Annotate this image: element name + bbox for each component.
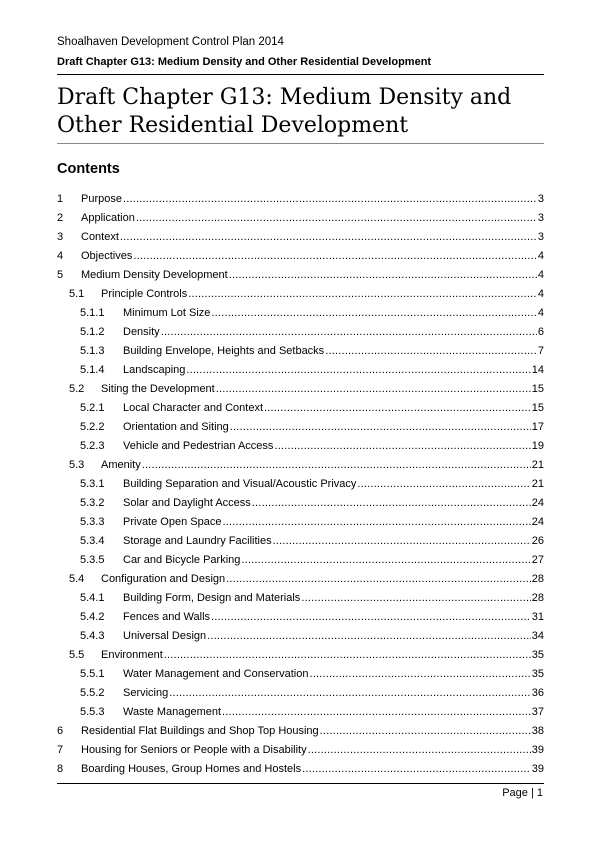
toc-entry[interactable] <box>57 190 544 209</box>
toc-entry-number: 5.4.3 <box>80 630 105 642</box>
toc-entry-number: 1 <box>57 193 64 205</box>
toc-entry-label: Medium Density Development <box>81 269 228 281</box>
toc-entry-page: 27 <box>531 554 544 566</box>
toc-entry-page: 28 <box>531 573 544 585</box>
toc-entry-page: 37 <box>531 706 544 718</box>
toc-entry-page: 3 <box>537 231 544 243</box>
toc-dot-leader <box>274 437 530 456</box>
toc-entry[interactable] <box>57 551 544 570</box>
toc-dot-leader <box>273 532 531 551</box>
toc-entry-page: 4 <box>537 269 544 281</box>
toc-entry-number: 7 <box>57 744 64 756</box>
toc-dot-leader <box>229 266 537 285</box>
toc-entry-label: Context <box>81 231 119 243</box>
running-header <box>57 35 544 69</box>
toc-entry[interactable] <box>57 513 544 532</box>
toc-entry[interactable] <box>57 285 544 304</box>
toc-entry-page: 35 <box>531 668 544 680</box>
toc-entry-label: Principle Controls <box>101 288 188 300</box>
toc-dot-leader <box>301 589 530 608</box>
toc-entry-label: Siting the Development <box>101 383 215 395</box>
toc-entry-label: Vehicle and Pedestrian Access <box>123 440 274 452</box>
toc-dot-leader <box>222 703 531 722</box>
toc-dot-leader <box>357 475 530 494</box>
toc-entry[interactable] <box>57 627 544 646</box>
toc-dot-leader <box>252 494 531 513</box>
toc-entry[interactable] <box>57 646 544 665</box>
table-of-contents <box>57 190 544 779</box>
toc-entry-number: 2 <box>57 212 64 224</box>
toc-dot-leader <box>320 722 531 741</box>
toc-entry-page: 24 <box>531 516 544 528</box>
toc-entry[interactable] <box>57 342 544 361</box>
toc-entry-number: 5.3.2 <box>80 497 105 509</box>
toc-entry[interactable] <box>57 456 544 475</box>
toc-entry-number: 5.3.5 <box>80 554 105 566</box>
toc-entry-page: 28 <box>531 592 544 604</box>
toc-entry-label: Solar and Daylight Access <box>123 497 251 509</box>
header-rule <box>57 74 544 75</box>
page-number: Page | 1 <box>502 787 543 799</box>
toc-entry[interactable] <box>57 399 544 418</box>
toc-entry-label: Car and Bicycle Parking <box>123 554 241 566</box>
toc-entry-label: Application <box>81 212 135 224</box>
toc-entry[interactable] <box>57 532 544 551</box>
toc-entry-page: 35 <box>531 649 544 661</box>
toc-entry-label: Residential Flat Buildings and Shop Top Housing <box>81 725 319 737</box>
footer-rule <box>57 783 544 784</box>
toc-entry[interactable] <box>57 228 544 247</box>
toc-entry[interactable] <box>57 741 544 760</box>
toc-entry-page: 6 <box>537 326 544 338</box>
toc-dot-leader <box>226 570 531 589</box>
toc-entry[interactable] <box>57 608 544 627</box>
toc-entry-number: 5.1.1 <box>80 307 105 319</box>
toc-dot-leader <box>161 323 537 342</box>
toc-entry[interactable] <box>57 266 544 285</box>
toc-entry-number: 5 <box>57 269 64 281</box>
toc-entry-number: 5.4.2 <box>80 611 105 623</box>
toc-entry-page: 24 <box>531 497 544 509</box>
toc-entry-page: 21 <box>531 478 544 490</box>
toc-dot-leader <box>164 646 531 665</box>
toc-dot-leader <box>133 247 537 266</box>
toc-dot-leader <box>211 608 531 627</box>
toc-entry-label: Universal Design <box>123 630 207 642</box>
toc-entry-label: Private Open Space <box>123 516 222 528</box>
toc-entry-page: 17 <box>531 421 544 433</box>
toc-entry[interactable] <box>57 380 544 399</box>
toc-entry-label: Landscaping <box>123 364 186 376</box>
toc-entry-label: Objectives <box>81 250 133 262</box>
toc-entry-page: 19 <box>531 440 544 452</box>
toc-entry-label: Building Envelope, Heights and Setbacks <box>123 345 325 357</box>
toc-dot-leader <box>186 361 530 380</box>
toc-entry[interactable] <box>57 418 544 437</box>
toc-dot-leader <box>264 399 531 418</box>
toc-dot-leader <box>142 456 531 475</box>
toc-entry[interactable] <box>57 665 544 684</box>
toc-entry-label: Building Form, Design and Materials <box>123 592 301 604</box>
toc-entry-number: 5.1.3 <box>80 345 105 357</box>
toc-entry-number: 5.1.4 <box>80 364 105 376</box>
toc-dot-leader <box>169 684 531 703</box>
toc-entry[interactable] <box>57 684 544 703</box>
toc-entry-label: Local Character and Context <box>123 402 264 414</box>
toc-entry-number: 5.3.3 <box>80 516 105 528</box>
toc-entry-label: Servicing <box>123 687 169 699</box>
toc-entry-label: Purpose <box>81 193 122 205</box>
toc-entry-label: Housing for Seniors or People with a Disability <box>81 744 307 756</box>
toc-dot-leader <box>230 418 531 437</box>
toc-entry-number: 5.5.1 <box>80 668 105 680</box>
page-title: Draft Chapter G13: Medium Density and Other Residential Development <box>57 85 512 138</box>
toc-entry[interactable] <box>57 494 544 513</box>
toc-dot-leader <box>123 190 537 209</box>
toc-entry-page: 39 <box>531 744 544 756</box>
toc-entry-page: 4 <box>537 250 544 262</box>
toc-dot-leader <box>308 741 531 760</box>
toc-entry-number: 6 <box>57 725 64 737</box>
toc-entry[interactable] <box>57 304 544 323</box>
toc-dot-leader <box>211 304 536 323</box>
toc-entry-label: Water Management and Conservation <box>123 668 309 680</box>
toc-entry-page: 4 <box>537 288 544 300</box>
toc-entry-page: 26 <box>531 535 544 547</box>
toc-entry-number: 3 <box>57 231 64 243</box>
toc-entry-label: Minimum Lot Size <box>123 307 211 319</box>
title-rule <box>57 143 544 144</box>
toc-entry-page: 31 <box>531 611 544 623</box>
toc-entry-page: 4 <box>537 307 544 319</box>
toc-dot-leader <box>120 228 537 247</box>
toc-entry-number: 5.3.1 <box>80 478 105 490</box>
toc-entry-label: Storage and Laundry Facilities <box>123 535 272 547</box>
toc-entry-number: 4 <box>57 250 64 262</box>
toc-entry-number: 5.2.1 <box>80 402 105 414</box>
toc-entry-label: Amenity <box>101 459 141 471</box>
toc-entry[interactable] <box>57 475 544 494</box>
toc-entry[interactable] <box>57 589 544 608</box>
toc-entry-label: Building Separation and Visual/Acoustic Privacy <box>123 478 357 490</box>
toc-dot-leader <box>216 380 531 399</box>
toc-entry[interactable] <box>57 247 544 266</box>
toc-entry-label: Fences and Walls <box>123 611 211 623</box>
toc-entry-page: 36 <box>531 687 544 699</box>
toc-entry[interactable] <box>57 323 544 342</box>
toc-dot-leader <box>207 627 531 646</box>
toc-entry-number: 5.3 <box>69 459 85 471</box>
toc-entry-number: 5.2 <box>69 383 85 395</box>
toc-dot-leader <box>136 209 537 228</box>
toc-entry-number: 5.5 <box>69 649 85 661</box>
toc-entry-label: Boarding Houses, Group Homes and Hostels <box>81 763 302 775</box>
chapter-name: Draft Chapter G13: Medium Density and Other Residential Development <box>57 56 432 68</box>
toc-dot-leader <box>222 513 530 532</box>
plan-name: Shoalhaven Development Control Plan 2014 <box>57 36 284 48</box>
toc-entry-page: 3 <box>537 212 544 224</box>
toc-entry-page: 7 <box>537 345 544 357</box>
toc-entry-number: 5.5.3 <box>80 706 105 718</box>
toc-entry-number: 5.5.2 <box>80 687 105 699</box>
toc-entry-number: 8 <box>57 763 64 775</box>
toc-dot-leader <box>309 665 530 684</box>
toc-entry-page: 38 <box>531 725 544 737</box>
toc-entry[interactable] <box>57 209 544 228</box>
toc-entry[interactable] <box>57 703 544 722</box>
toc-entry-number: 5.3.4 <box>80 535 105 547</box>
toc-dot-leader <box>302 760 531 779</box>
toc-entry-number: 5.4.1 <box>80 592 105 604</box>
toc-entry-label: Environment <box>101 649 163 661</box>
toc-entry-number: 5.4 <box>69 573 85 585</box>
toc-entry-page: 3 <box>537 193 544 205</box>
toc-entry-page: 15 <box>531 402 544 414</box>
toc-entry-number: 5.2.3 <box>80 440 105 452</box>
toc-entry[interactable] <box>57 760 544 779</box>
toc-dot-leader <box>241 551 530 570</box>
toc-entry[interactable] <box>57 722 544 741</box>
toc-entry-label: Configuration and Design <box>101 573 226 585</box>
toc-dot-leader <box>325 342 537 361</box>
toc-entry-page: 15 <box>531 383 544 395</box>
toc-entry-label: Density <box>123 326 160 338</box>
toc-entry-label: Orientation and Siting <box>123 421 229 433</box>
toc-entry-page: 39 <box>531 763 544 775</box>
toc-dot-leader <box>188 285 537 304</box>
toc-entry-number: 5.1 <box>69 288 85 300</box>
toc-entry-page: 34 <box>531 630 544 642</box>
toc-entry-number: 5.1.2 <box>80 326 105 338</box>
toc-entry-label: Waste Management <box>123 706 222 718</box>
toc-entry[interactable] <box>57 570 544 589</box>
toc-entry[interactable] <box>57 437 544 456</box>
toc-entry-page: 14 <box>531 364 544 376</box>
contents-heading: Contents <box>57 161 120 177</box>
toc-entry-page: 21 <box>531 459 544 471</box>
toc-entry-number: 5.2.2 <box>80 421 105 433</box>
toc-entry[interactable] <box>57 361 544 380</box>
